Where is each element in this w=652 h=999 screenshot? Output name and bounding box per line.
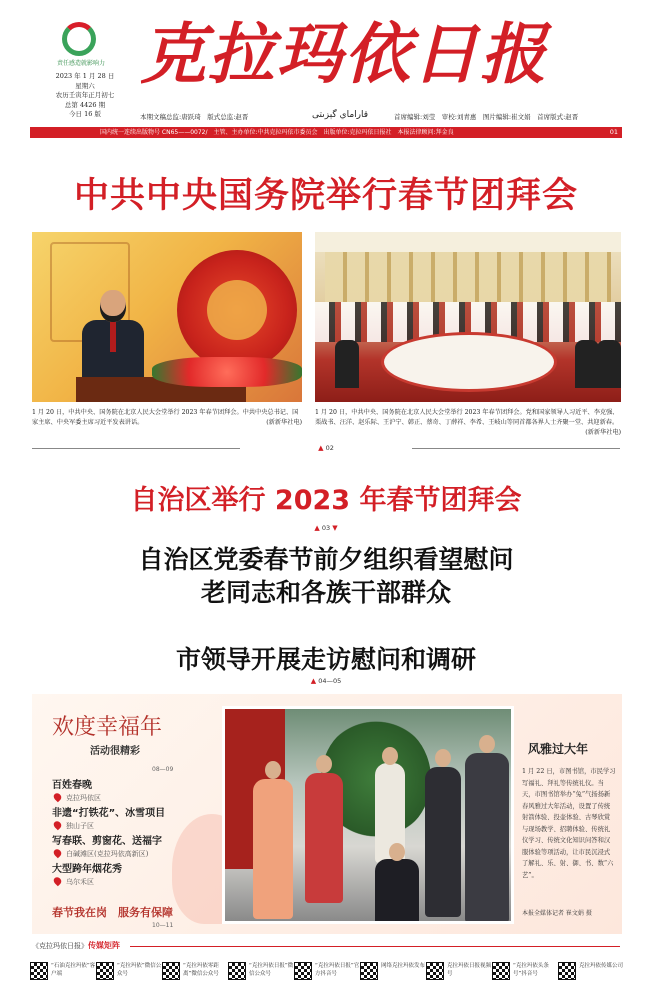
qr-item[interactable] <box>162 960 228 990</box>
headline-autonomous-region[interactable]: 自治区举行 2023 年春节团拜会 <box>130 485 522 516</box>
event-title: 百姓春晚 <box>52 780 92 791</box>
caption-text: 1 月 20 日，中共中央、国务院在北京人民大会堂举行 2023 年春节团拜会。中共中央总书记、国家主席、中央军委主席习近平发表讲话。 <box>32 409 299 426</box>
headline-city-leaders[interactable]: 市领导开展走访慰问和调研 <box>175 645 476 674</box>
event-location: 白碱滩区(克拉玛依高新区) <box>52 849 222 859</box>
caption-text: 1 月 20 日，中共中央、国务院在北京人民大会堂举行 2023 年春节团拜会。党和国家领导人习近平、李克强、栗战书、汪洋、赵乐际、王沪宁、韩正、蔡奇、丁薛祥、李希、王岐山等同首都各界人士齐聚一堂、共迎新春。 <box>315 409 619 426</box>
panel-page-ref[interactable]: 08—09 <box>152 766 174 773</box>
event-title: 写春联、剪窗花、送福字 <box>52 836 162 847</box>
caption-source: (新新华社电) <box>266 419 302 426</box>
guest-figure <box>597 340 621 388</box>
jump-page-ref[interactable] <box>0 677 652 685</box>
qr-code-icon <box>558 962 576 980</box>
qr-item[interactable] <box>426 960 492 990</box>
event-title: 非遗“打铁花”、冰雪项目 <box>52 808 166 819</box>
qr-label: 克拉玛依传媒公司 <box>579 963 624 969</box>
qr-code-icon <box>426 962 444 980</box>
photo-banquet-hall <box>315 232 621 402</box>
hall-ceiling <box>315 232 621 252</box>
logo-caption: 责任感造就影响力 <box>56 60 105 67</box>
event-item[interactable] <box>52 776 222 803</box>
main-headline[interactable]: 中共中央国务院举行春节团拜会 <box>73 176 578 216</box>
jump-page-number: 04—05 <box>318 677 342 685</box>
figure-head <box>389 843 405 861</box>
lantern-decoration <box>177 250 297 370</box>
event-location: 克拉玛依区 <box>52 793 222 803</box>
hall-wall <box>325 252 611 302</box>
newspaper-title: 克拉玛依日报 <box>140 15 548 93</box>
hanfu-figure <box>305 773 343 903</box>
headline-line: 自治区党委春节前夕组织看望慰问 <box>138 545 514 574</box>
qr-item[interactable] <box>228 960 294 990</box>
issue-number: 总第 4426 期 <box>64 100 106 109</box>
qr-item[interactable] <box>30 960 96 990</box>
photo-caption-left <box>32 408 302 428</box>
publication-info-text: 国内统一连续出版物号 CN65——0072/ 主管、主办单位:中共克拉玛依市委员会 出版单位:克拉玛依日报社 本报法律顾问:拜金良 <box>100 129 454 136</box>
panel-title: 欢度幸福年 <box>52 715 163 740</box>
masthead <box>0 0 652 140</box>
publication-info-bar <box>30 127 622 138</box>
headline-line: 老同志和各族干部群众 <box>200 578 451 607</box>
event-item[interactable] <box>52 832 222 859</box>
qr-code-icon <box>96 962 114 980</box>
figure-head <box>479 735 495 753</box>
qr-label: “石油克拉玛依”客户端 <box>51 963 96 977</box>
page-number: 01 <box>609 128 618 136</box>
qr-label: “克拉玛依”微信公众号 <box>117 963 162 977</box>
qr-item[interactable] <box>294 960 360 990</box>
hanfu-figure <box>253 779 293 919</box>
issue-page-count: 今日 16 版 <box>69 110 101 118</box>
qr-item[interactable] <box>492 960 558 990</box>
story-text: 1 月 22 日，市图书馆，市民学习写福礼、拜礼等传统礼仪。当天，市图书馆举办“兔”气扬扬新春风雅过大年活动，设置了传统射箭体验、投壶体验、古琴欣赏与现场教学、招聘体验、传统礼仪学习、传统文化知识问答和汉服体验等项活动，让市民沉浸式了解礼、乐、射、御、书、数“六艺”。 <box>522 768 616 879</box>
newspaper-logo-icon <box>62 22 96 56</box>
panel-bottom-heading[interactable]: 春节我在岗 服务有保障 <box>52 906 173 919</box>
round-table <box>381 332 557 392</box>
editor-credits-left: 本期文稿总监:唐跃琦 版式总监:赵晋 <box>140 113 249 121</box>
qr-item[interactable] <box>360 960 426 990</box>
qr-item[interactable] <box>558 960 624 990</box>
festival-panel <box>32 694 622 934</box>
qr-item[interactable] <box>96 960 162 990</box>
qr-code-icon <box>228 962 246 980</box>
guest-figure <box>335 340 359 388</box>
qr-code-icon <box>492 962 510 980</box>
media-matrix-title <box>32 940 120 951</box>
figure-head <box>265 761 281 779</box>
caption-source: (新新华社电) <box>585 429 621 436</box>
qr-label: 克拉玛依日报视频号 <box>447 963 492 977</box>
qr-label: “克拉玛依日报”官方抖音号 <box>315 963 360 977</box>
figure-head <box>382 747 398 765</box>
jump-page-ref[interactable] <box>240 444 412 452</box>
newspaper-title-uyghur: قاراماي گېزىتى <box>312 110 369 120</box>
media-matrix-prefix: 《克拉玛依日报》 <box>32 942 88 950</box>
triangle-up-icon: ▲ <box>310 677 317 685</box>
footer-divider <box>130 946 620 947</box>
photo-leader-speech <box>32 232 302 402</box>
visitor-figure <box>425 767 461 917</box>
issue-info <box>20 72 150 120</box>
triangle-up-icon: ▲ <box>318 444 324 452</box>
panel-subtitle: 活动很精彩 <box>90 746 140 757</box>
panel-page-ref[interactable]: 10—11 <box>152 922 174 929</box>
qr-code-icon <box>294 962 312 980</box>
headline-party-visit[interactable] <box>0 543 652 609</box>
jump-page-number: 02 <box>325 444 334 452</box>
jump-page-ref[interactable] <box>0 524 652 532</box>
qr-code-icon <box>162 962 180 980</box>
issue-lunar-date: 农历壬寅年正月初七 <box>55 91 115 99</box>
triangle-up-icon: ▲ <box>314 524 320 532</box>
qr-code-row <box>30 960 624 990</box>
issue-date: 2023 年 1 月 28 日 <box>55 72 115 80</box>
triangle-down-icon: ▼ <box>332 524 338 532</box>
guest-figure <box>575 340 599 388</box>
speaker-head <box>100 290 126 322</box>
qr-label: 网络克拉玛依发布 <box>381 963 426 969</box>
qr-code-icon <box>360 962 378 980</box>
event-location: 乌尔禾区 <box>52 877 222 887</box>
figure-head <box>316 755 332 773</box>
photo-library-event <box>222 706 514 924</box>
qr-code-icon <box>30 962 48 980</box>
figure-head <box>435 749 451 767</box>
event-title: 大型跨年烟花秀 <box>52 864 122 875</box>
speaker-tie <box>110 322 116 352</box>
qr-label: “克拉玛依日报”微信公众号 <box>249 963 294 977</box>
child-figure <box>375 859 419 924</box>
story-credit: 本报全媒体记者 崔文娟 摄 <box>522 910 592 917</box>
event-location: 独山子区 <box>52 821 222 831</box>
flower-arrangement <box>152 357 302 387</box>
story-title[interactable]: 风雅过大年 <box>528 742 589 756</box>
editor-credits-right: 首席编辑:刘莹 审校:刘青惠 图片编辑:崔文娟 首席版式:赵晋 <box>394 113 579 121</box>
jump-page-number: 03 <box>321 524 331 532</box>
issue-weekday: 星期六 <box>75 81 95 90</box>
qr-label: “克拉玛依零距离”微信公众号 <box>183 963 219 977</box>
event-item[interactable] <box>52 804 222 831</box>
event-item[interactable] <box>52 860 222 887</box>
visitor-figure <box>465 753 509 923</box>
media-matrix-label: 传媒矩阵 <box>88 941 120 950</box>
photo-caption-right <box>315 408 621 438</box>
qr-label: “克拉玛依头条号”抖音号 <box>513 963 549 977</box>
